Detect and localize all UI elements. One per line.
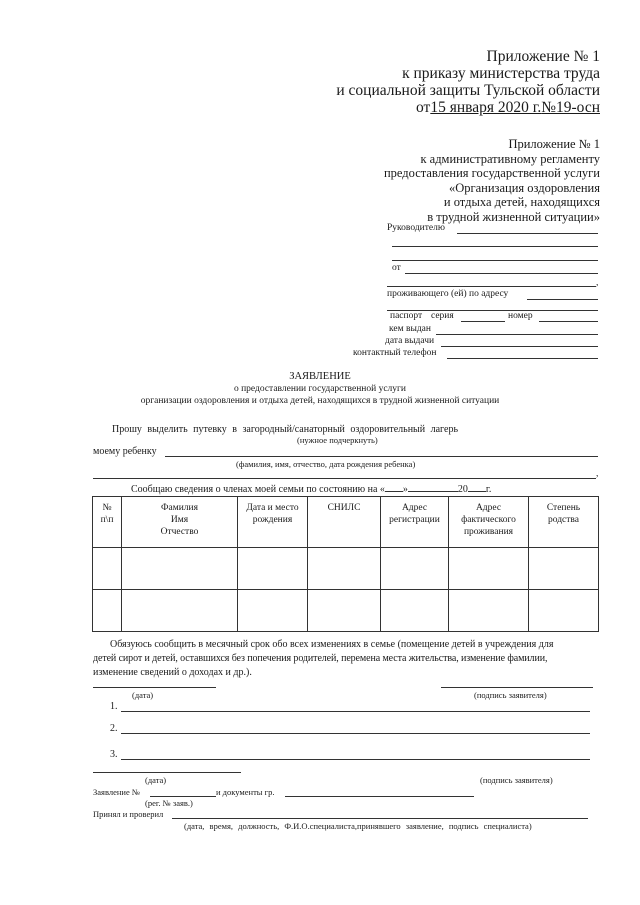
child-line-2[interactable] [93, 478, 596, 479]
appendix-order-line1: Приложение № 1 [486, 48, 600, 65]
addressee-from-label: от [392, 263, 401, 273]
application-number-label: Заявление № [93, 787, 140, 797]
table-cell[interactable] [122, 548, 238, 590]
appendix-reg-line4: «Организация оздоровления [448, 180, 600, 195]
table-cell[interactable] [449, 548, 529, 590]
appendix-reg-line2: к административному регламенту [420, 151, 600, 166]
signature-line[interactable] [441, 687, 593, 688]
obligation-line-1: Обязуюсь сообщить в месячный срок обо всех изменениях в семье (помещение детей в учреждения для [110, 639, 554, 650]
issue-date-label: дата выдачи [385, 336, 435, 346]
addressee-comma: , [596, 278, 599, 288]
document-subtitle-2: организации оздоровления и отдыха детей, находящихся в трудной жизненной ситуации [140, 396, 500, 406]
number-label: номер [508, 311, 533, 321]
passport-label: паспорт [390, 311, 423, 321]
date-hint-2: (дата) [145, 775, 167, 785]
order-number: №19-осн [541, 99, 600, 116]
item-2-line[interactable] [121, 733, 590, 734]
table-cell[interactable] [529, 548, 599, 590]
item-3-line[interactable] [121, 759, 590, 760]
appendix-reg-line5: и отдыха детей, находящихся [443, 195, 600, 210]
family-table-header [93, 497, 599, 548]
document-subtitle-1: о предоставлении государственной услуги [233, 384, 407, 394]
table-cell[interactable] [93, 590, 122, 632]
col-number-l2: п\п [100, 515, 114, 525]
addressee-line-2[interactable] [392, 246, 598, 247]
child-label: моему ребенку [93, 446, 157, 457]
application-number-line[interactable] [150, 796, 216, 797]
addressee-head-line[interactable] [457, 233, 598, 234]
document-title: ЗАЯВЛЕНИЕ [289, 371, 351, 382]
addressee-head: Руководителю [387, 223, 445, 233]
col-snils-l1: СНИЛС [327, 503, 361, 513]
child-hint: (фамилия, имя, отчество, дата рождения ребенка) [236, 459, 416, 469]
family-table [92, 496, 599, 632]
child-line[interactable] [165, 456, 598, 457]
family-intro [131, 484, 491, 495]
col-name-l1: Фамилия [160, 503, 198, 513]
request-text: Прошу выделить путевку в загородный/санаторный оздоровительный лагерь [112, 424, 459, 435]
phone-label: контактный телефон [353, 348, 437, 358]
child-line-comma: , [596, 469, 599, 479]
documents-label: и документы гр. [216, 787, 275, 797]
appendix-order-block [336, 48, 600, 116]
col-name-l2: Имя [170, 515, 189, 525]
documents-line[interactable] [285, 796, 474, 797]
signature-hint: (подпись заявителя) [474, 690, 547, 700]
col-birth [238, 497, 308, 548]
col-rel-l2: родства [547, 515, 579, 525]
family-year-prefix: 20 [457, 484, 468, 495]
addressee-line-3[interactable] [392, 260, 598, 261]
obligation-line-3: изменение сведений о доходах и др.). [93, 667, 252, 678]
table-cell[interactable] [308, 590, 381, 632]
table-cell[interactable] [529, 590, 599, 632]
number-line[interactable] [539, 321, 598, 322]
table-cell[interactable] [381, 548, 449, 590]
date-line[interactable] [93, 687, 216, 688]
accepted-label: Принял и проверил [93, 809, 164, 819]
accepted-footer-hint: (дата, время, должность, Ф.И.О.специалиста,принявшего заявление, подпись специалиста) [184, 821, 532, 831]
series-line[interactable] [461, 321, 505, 322]
col-rel-l1: Степень [546, 503, 581, 513]
order-date: 15 января 2020 г. [430, 99, 542, 116]
appendix-order-line2: к приказу министерства труда [402, 65, 600, 82]
addressee-line-5[interactable] [387, 286, 596, 287]
obligation-line-2: детей сирот и детей, оставшихся без попечения родителей, перемена места жительства, изменение фамилии, [93, 653, 548, 664]
col-number [93, 497, 122, 548]
appendix-regulation-block [384, 137, 600, 225]
residing-line[interactable] [527, 299, 598, 300]
appendix-reg-line3: предоставления государственной услуги [383, 166, 600, 181]
table-row [93, 548, 599, 590]
accepted-line[interactable] [172, 818, 588, 819]
residing-label: проживающего (ей) по адресу [387, 289, 509, 299]
issued-by-label: кем выдан [389, 324, 431, 334]
family-intro-mid: » [402, 484, 408, 495]
col-name-l3: Отчество [160, 527, 199, 537]
table-cell[interactable] [238, 548, 308, 590]
issued-by-line[interactable] [436, 334, 598, 335]
table-cell[interactable] [238, 590, 308, 632]
col-birth-l2: рождения [252, 515, 293, 525]
col-act-l2: фактического [461, 515, 516, 525]
item-2-label: 2. [110, 723, 118, 734]
col-reg-address [381, 497, 449, 548]
col-name [122, 497, 238, 548]
table-cell[interactable] [122, 590, 238, 632]
reg-number-hint: (рег. № заяв.) [145, 798, 193, 808]
series-label: серия [431, 311, 454, 321]
family-intro-text: Сообщаю сведения о членах моей семьи по состоянию на « [131, 484, 385, 495]
issue-date-line[interactable] [441, 346, 598, 347]
appendix-reg-line6: в трудной жизненной ситуации» [427, 209, 600, 224]
col-actual-address [449, 497, 529, 548]
col-birth-l1: Дата и место [246, 503, 299, 513]
family-year-suffix: г. [485, 484, 492, 495]
col-act-l3: проживания [463, 527, 514, 537]
phone-line[interactable] [447, 358, 598, 359]
addressee-from-line[interactable] [405, 273, 598, 274]
table-cell[interactable] [449, 590, 529, 632]
request-hint: (нужное подчеркнуть) [297, 435, 378, 445]
date-hint: (дата) [132, 690, 154, 700]
item-3-label: 3. [110, 749, 118, 760]
family-month-field[interactable] [408, 491, 458, 492]
col-reg-l2: регистрации [389, 515, 440, 525]
family-year-field[interactable] [468, 491, 486, 492]
signature-hint-2: (подпись заявителя) [480, 775, 553, 785]
col-number-l1: № [102, 503, 112, 513]
col-act-l1: Адрес [475, 503, 502, 513]
col-reg-l1: Адрес [401, 503, 428, 513]
appendix-order-line3: и социальной защиты Тульской области [336, 82, 600, 99]
table-cell[interactable] [93, 548, 122, 590]
col-snils [308, 497, 381, 548]
appendix-reg-line1: Приложение № 1 [508, 137, 600, 151]
table-row [93, 590, 599, 632]
table-cell[interactable] [308, 548, 381, 590]
table-cell[interactable] [381, 590, 449, 632]
appendix-order-line4 [336, 99, 600, 116]
item-1-label: 1. [110, 701, 118, 712]
item-1-line[interactable] [121, 711, 590, 712]
col-relation [529, 497, 599, 548]
date-line-2[interactable] [93, 772, 241, 773]
family-day-field[interactable] [385, 491, 403, 492]
order-date-prefix: от [415, 99, 431, 116]
